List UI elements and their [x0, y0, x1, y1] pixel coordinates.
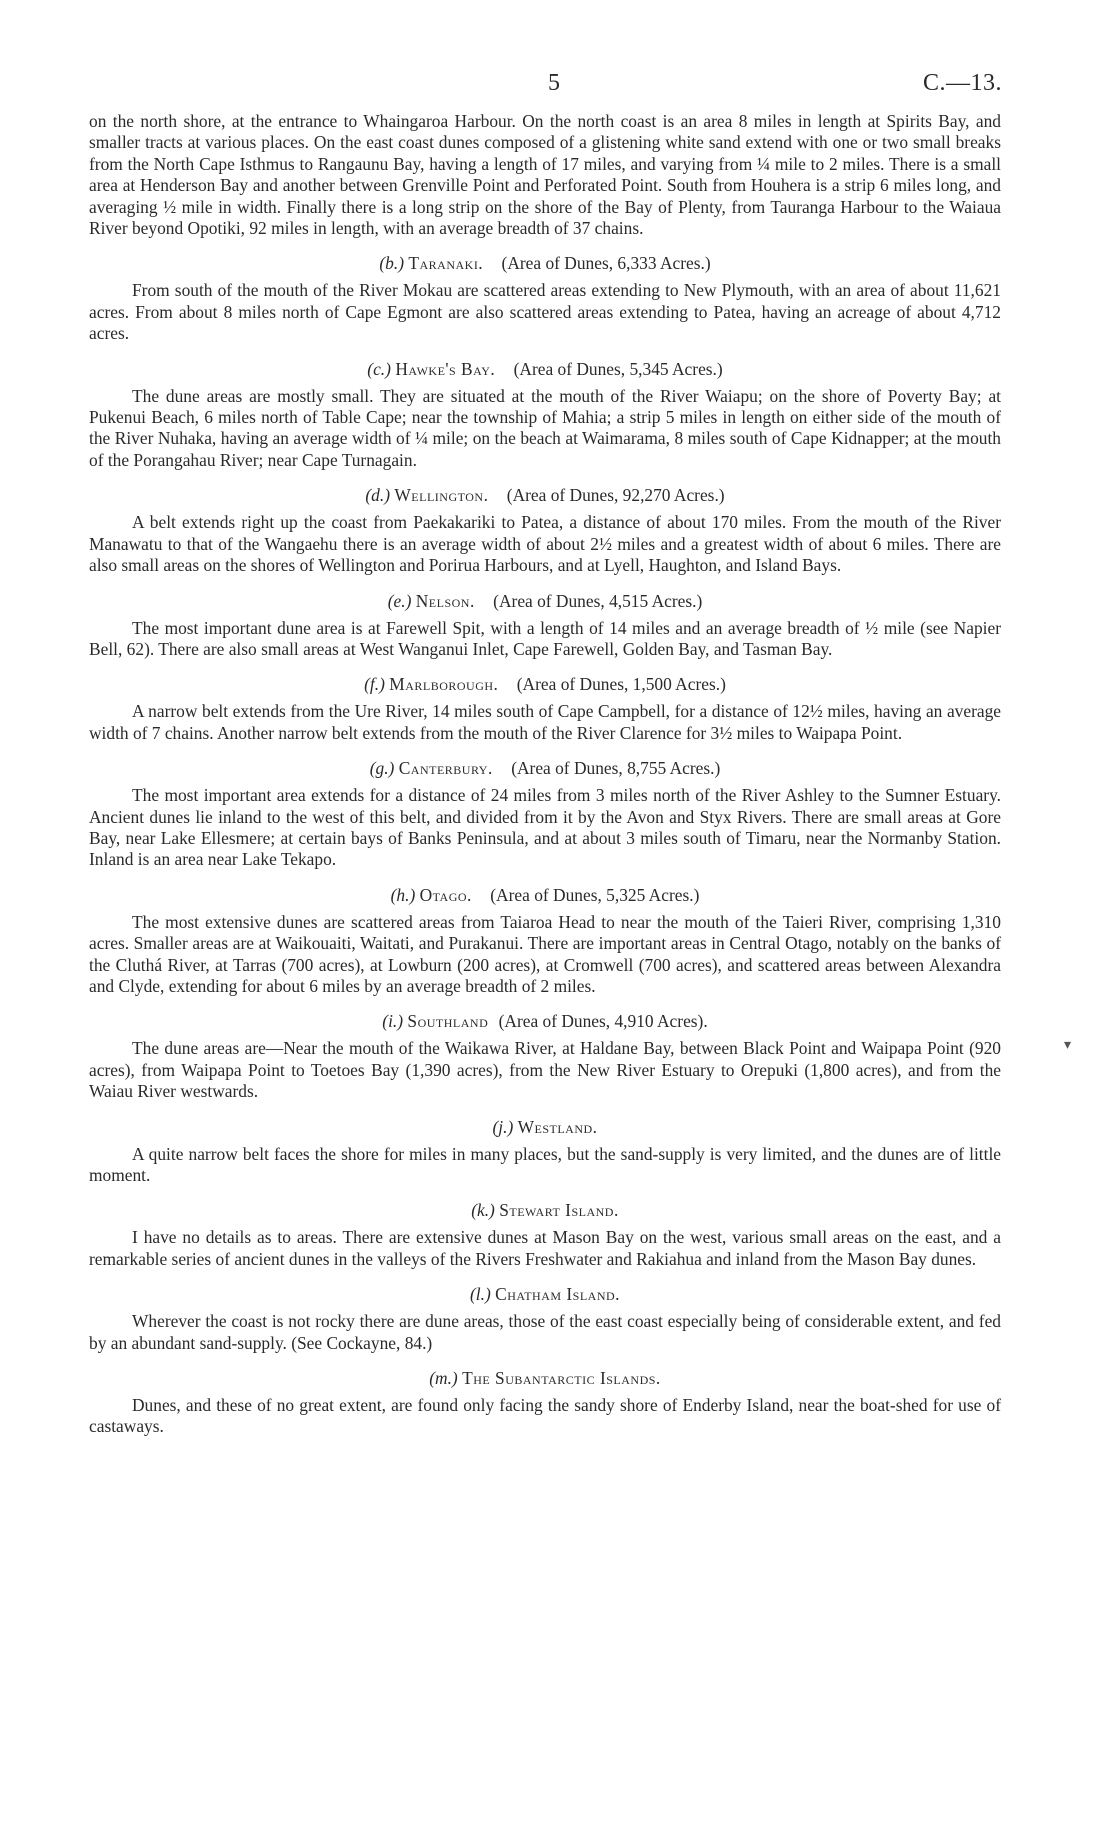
page-number: 5	[548, 70, 560, 96]
section-heading	[89, 1117, 1001, 1138]
section-area: (Area of Dunes, 5,325 Acres.)	[490, 884, 700, 905]
section-area: (Area of Dunes, 8,755 Acres.)	[511, 758, 721, 779]
section-heading	[89, 485, 1001, 506]
section-heading	[89, 758, 1001, 779]
section-region: Westland.	[517, 1116, 598, 1137]
section-letter: (f.)	[364, 674, 385, 695]
section-letter: (b.)	[379, 253, 404, 274]
intro-paragraph: on the north shore, at the entrance to Whaingaroa Harbour. On the north coast is an area 8 miles in length at Spirits Bay, and smaller tracts at various places. On the east coast dunes composed of a glistening white sand extend with one or two small breaks from the North Cape Isthmus to Rangaunu Bay, having a length of 17 miles, and varying from ¼ mile to 2 miles. There is a small area at Henderson Bay and another between Grenville Point and Perforated Point. South from Houhera is a strip 6 miles long, and averaging ½ mile in width. Finally there is a long strip on the shore of the Bay of Plenty, from Tauranga Harbour to the Waiaua River beyond Opotiki, 92 miles in length, with an average breadth of 37 chains.	[89, 111, 1001, 239]
section-region: Hawke's Bay.	[395, 358, 496, 379]
section-letter: (e.)	[387, 590, 412, 611]
section-letter: (k.)	[471, 1200, 495, 1221]
section-area: (Area of Dunes, 5,345 Acres.)	[513, 358, 723, 379]
section-paragraph: The most important area extends for a distance of 24 miles from 3 miles north of the River Ashley to the Sumner Estuary. Ancient dunes lie inland to the west of this belt, and divided from it by the Avon and Styx Rivers. There are small areas at Gore Bay, near Lake Ellesmere; at certain bays of Banks Peninsula, and at about 3 miles south of Timaru, near the Normanby Station. Inland is an area near Lake Tekapo.	[89, 785, 1001, 870]
section-paragraph: A narrow belt extends from the Ure River, 14 miles south of Cape Campbell, for a distance of 12½ miles, having an average width of 7 chains. Another narrow belt extends from the mouth of the River Clarence for 3½ miles to Waipapa Point.	[89, 701, 1001, 743]
section-paragraph: Wherever the coast is not rocky there are dune areas, those of the east coast especially being of considerable extent, and fed by an abundant sand-supply. (See Cockayne, 84.)	[89, 1311, 1001, 1353]
section-heading	[89, 1200, 1001, 1221]
section-chatham-island	[89, 1284, 1001, 1354]
section-letter: (i.)	[382, 1011, 404, 1032]
section-area: (Area of Dunes, 4,515 Acres.)	[493, 590, 703, 611]
section-paragraph: A belt extends right up the coast from Paekakariki to Patea, a distance of about 170 miles. From the mouth of the River Manawatu to that of the Wangaehu there is an average width of about 2½ miles and a greatest width of about 6 miles. There are also small areas on the shores of Wellington and Porirua Harbours, and at Lyell, Haughton, and Island Bays.	[89, 512, 1001, 576]
section-taranaki	[89, 253, 1001, 344]
section-region: Otago.	[419, 884, 472, 905]
section-region: Canterbury.	[398, 758, 493, 779]
section-canterbury	[89, 758, 1001, 871]
section-paragraph: The most important dune area is at Farewell Spit, with a length of 14 miles and an average breadth of ½ mile (see Napier Bell, 62). There are also small areas at West Wanganui Inlet, Cape Farewell, Golden Bay, and Tasman Bay.	[89, 617, 1001, 659]
section-heading	[89, 1284, 1001, 1305]
section-letter: (m.)	[429, 1368, 458, 1389]
section-paragraph: From south of the mouth of the River Mokau are scattered areas extending to New Plymouth, with an area of about 11,621 acres. From about 8 miles north of Cape Egmont are also scattered areas extending to Patea, having an acreage of about 4,712 acres.	[89, 280, 1001, 344]
section-paragraph: I have no details as to areas. There are extensive dunes at Mason Bay on the west, various small areas on the east, and a remarkable series of ancient dunes in the valleys of the Rivers Freshwater and Rakiahua and inland from the Mason Bay dunes.	[89, 1227, 1001, 1269]
section-paragraph: The most extensive dunes are scattered areas from Taiaroa Head to near the mouth of the Taieri River, comprising 1,310 acres. Smaller areas are at Waikouaiti, Waitati, and Purakanui. There are important areas in Central Otago, notably on the banks of the Cluthá River, at Tarras (700 acres), at Lowburn (200 acres), at Cromwell (700 acres), and scattered areas between Alexandra and Clyde, extending for about 6 miles by an average breadth of 2 miles.	[89, 911, 1001, 996]
section-heading	[89, 591, 1001, 612]
margin-mark: ▾	[1064, 1038, 1072, 1053]
document-reference: C.—13.	[922, 70, 1002, 96]
section-letter: (c.)	[367, 358, 391, 379]
section-letter: (j.)	[492, 1116, 514, 1137]
section-nelson	[89, 591, 1001, 661]
section-region: The Subantarctic Islands.	[462, 1368, 661, 1389]
page-header	[0, 70, 1114, 100]
section-southland	[89, 1011, 1001, 1102]
section-region: Nelson.	[415, 590, 475, 611]
section-heading	[89, 359, 1001, 380]
section-region: Southland	[407, 1011, 489, 1032]
section-region: Wellington.	[394, 485, 489, 506]
section-heading	[89, 885, 1001, 906]
section-heading	[89, 674, 1001, 695]
section-area: (Area of Dunes, 92,270 Acres.)	[506, 485, 725, 506]
section-paragraph: The dune areas are mostly small. They are situated at the mouth of the River Waiapu; on the shore of Poverty Bay; at Pukenui Beach, 6 miles north of Table Cape; near the township of Mahia; a strip 5 miles in length on either side of the mouth of the River Nuhaka, having an average width of ¼ mile; on the beach at Waimarama, 8 miles south of Cape Kidnapper; at the mouth of the Porangahau River; near Cape Turnagain.	[89, 385, 1001, 470]
section-paragraph: A quite narrow belt faces the shore for miles in many places, but the sand-supply is very limited, and the dunes are of little moment.	[89, 1143, 1001, 1185]
section-region: Stewart Island.	[499, 1200, 619, 1221]
section-region: Marlborough.	[389, 674, 499, 695]
section-region: Taranaki.	[408, 253, 484, 274]
section-area: (Area of Dunes, 1,500 Acres.)	[516, 674, 726, 695]
section-area: (Area of Dunes, 6,333 Acres.)	[501, 253, 711, 274]
section-letter: (l.)	[469, 1284, 491, 1305]
section-marlborough	[89, 674, 1001, 744]
section-heading	[89, 1011, 1001, 1032]
section-letter: (h.)	[390, 884, 416, 905]
section-area: (Area of Dunes, 4,910 Acres).	[498, 1011, 708, 1032]
section-westland	[89, 1117, 1001, 1187]
section-letter: (g.)	[369, 758, 395, 779]
section-paragraph: The dune areas are—Near the mouth of the Waikawa River, at Haldane Bay, between Black Point and Waipapa Point (920 acres), from Waipapa Point to Toetoes Bay (1,390 acres), from the New River Estuary to Orepuki (1,800 acres), and from the Waiau River westwards.	[89, 1038, 1001, 1102]
section-otago	[89, 885, 1001, 998]
body-text	[89, 111, 1001, 1438]
section-hawkes-bay	[89, 359, 1001, 472]
section-subantarctic-islands	[89, 1368, 1001, 1438]
section-wellington	[89, 485, 1001, 576]
section-region: Chatham Island.	[495, 1284, 621, 1305]
section-paragraph: Dunes, and these of no great extent, are found only facing the sandy shore of Enderby Island, near the boat-shed for use of castaways.	[89, 1395, 1001, 1437]
section-heading	[89, 253, 1001, 274]
section-letter: (d.)	[365, 485, 391, 506]
section-heading	[89, 1368, 1001, 1389]
section-stewart-island	[89, 1200, 1001, 1270]
